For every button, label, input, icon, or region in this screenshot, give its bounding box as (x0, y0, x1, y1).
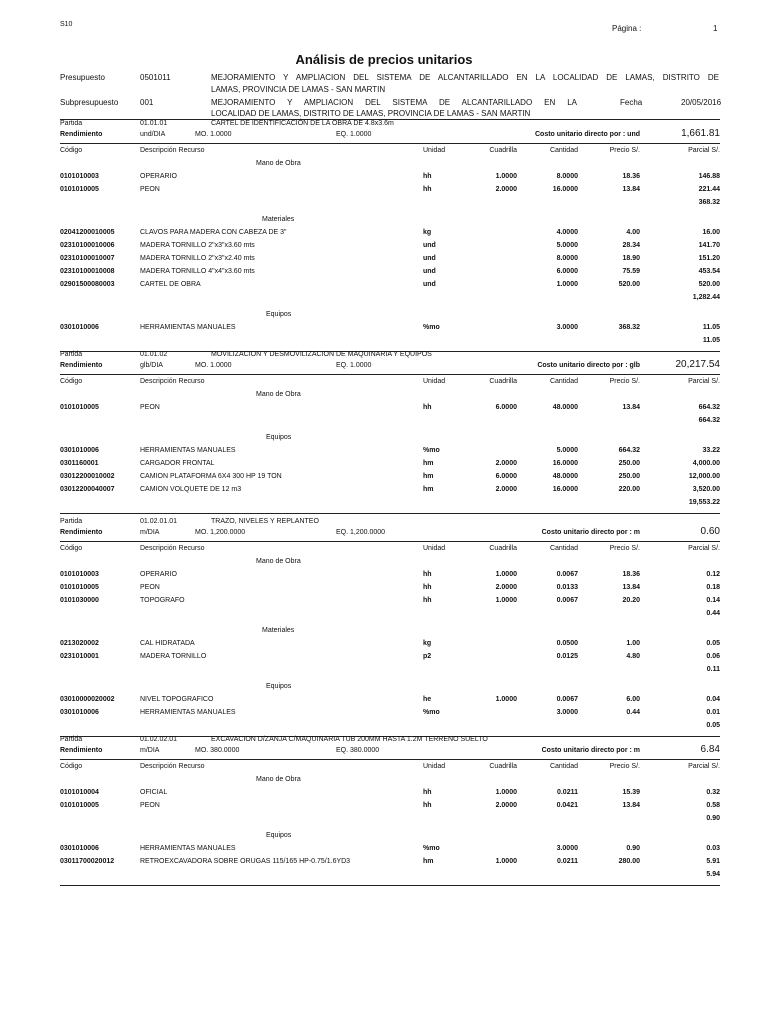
row-unit: kg (423, 229, 432, 236)
partida-label: Partida (60, 351, 83, 358)
row-unit: he (423, 696, 432, 703)
fecha-value: 20/05/2016 (681, 98, 722, 107)
row-cuadrilla: 1.0000 (495, 789, 517, 796)
row-cantidad: 0.0067 (556, 696, 578, 703)
row-parcial: 16.00 (702, 229, 720, 236)
presupuesto-code: 0501011 (140, 73, 171, 82)
subpresupuesto-code: 001 (140, 98, 154, 107)
row-cantidad: 0.0125 (556, 653, 578, 660)
row-cuadrilla: 6.0000 (495, 404, 517, 411)
row-cuadrilla: 1.0000 (495, 571, 517, 578)
row-parcial: 221.44 (698, 186, 720, 193)
row-cantidad: 1.0000 (556, 281, 578, 288)
group-subtotal: 368.32 (698, 199, 720, 206)
row-precio: 13.84 (622, 584, 640, 591)
group-subtotal: 0.11 (706, 666, 720, 673)
row-code: 02041200010005 (60, 229, 115, 236)
row-precio: 4.00 (626, 229, 640, 236)
row-precio: 28.34 (622, 242, 640, 249)
row-cantidad: 0.0133 (556, 584, 578, 591)
col-header-descripcion: Descripción Recurso (140, 147, 205, 154)
costo-label: Costo unitario directo por : glb (537, 362, 640, 369)
row-precio: 13.84 (622, 404, 640, 411)
row-desc: PEON (140, 584, 160, 591)
row-code: 0101010003 (60, 571, 99, 578)
row-code: 0101010005 (60, 404, 99, 411)
partida-desc: TRAZO, NIVELES Y REPLANTEO (211, 518, 319, 525)
group-title: Mano de Obra (256, 776, 301, 783)
col-header-precio: Precio S/. (609, 545, 640, 552)
rendimiento-label: Rendimiento (60, 529, 103, 536)
row-cantidad: 16.0000 (552, 186, 578, 193)
row-cuadrilla: 1.0000 (495, 696, 517, 703)
partida-code: 01.01.01 (140, 120, 168, 127)
col-header-unidad: Unidad (423, 147, 446, 154)
row-unit: %mo (423, 324, 440, 331)
mo-value: MO. 1.0000 (195, 131, 232, 138)
col-header-descripcion: Descripción Recurso (140, 763, 205, 770)
group-title: Mano de Obra (256, 558, 301, 565)
row-precio: 0.44 (626, 709, 640, 716)
row-parcial: 664.32 (698, 404, 720, 411)
row-precio: 664.32 (618, 447, 640, 454)
col-header-cantidad: Cantidad (549, 763, 578, 770)
row-cantidad: 8.0000 (556, 173, 578, 180)
partida-divider (60, 759, 720, 760)
row-code: 0213020002 (60, 640, 99, 647)
col-header-descripcion: Descripción Recurso (140, 378, 205, 385)
row-cantidad: 48.0000 (552, 404, 578, 411)
row-cuadrilla: 1.0000 (495, 597, 517, 604)
row-desc: CAMION PLATAFORMA 6X4 300 HP 19 TON (140, 473, 282, 480)
section-end-divider (60, 885, 720, 886)
row-unit: hm (423, 858, 434, 865)
group-title: Equipos (266, 434, 292, 441)
row-unit: hm (423, 460, 434, 467)
row-precio: 280.00 (618, 858, 640, 865)
row-code: 02310100010007 (60, 255, 115, 262)
partida-divider (60, 541, 720, 542)
col-header-unidad: Unidad (423, 763, 446, 770)
row-cantidad: 5.0000 (556, 447, 578, 454)
row-desc: PEON (140, 186, 160, 193)
row-parcial: 146.88 (698, 173, 720, 180)
rendimiento-unit: und/DIA (140, 131, 166, 138)
row-unit: und (423, 281, 436, 288)
page-label: Página : (612, 24, 642, 33)
col-header-unidad: Unidad (423, 378, 446, 385)
row-desc: HERRAMIENTAS MANUALES (140, 845, 236, 852)
row-parcial: 11.05 (702, 324, 720, 331)
row-unit: kg (423, 640, 432, 647)
group-subtotal: 0.90 (706, 815, 720, 822)
costo-value: 0.60 (700, 526, 720, 537)
col-header-unidad: Unidad (423, 545, 446, 552)
row-cantidad: 6.0000 (556, 268, 578, 275)
subpresupuesto-desc-2: LOCALIDAD DE LAMAS, DISTRITO DE LAMAS, PROVINCIA DE LAMAS - SAN MARTIN (211, 109, 531, 118)
row-desc: CAL HIDRATADA (140, 640, 195, 647)
partida-divider (60, 143, 720, 144)
row-code: 0301160001 (60, 460, 99, 467)
row-desc: NIVEL TOPOGRAFICO (140, 696, 214, 703)
row-code: 03010000020002 (60, 696, 115, 703)
row-parcial: 0.12 (706, 571, 720, 578)
col-header-cuadrilla: Cuadrilla (489, 763, 517, 770)
row-parcial: 141.70 (698, 242, 720, 249)
row-code: 0101010005 (60, 186, 99, 193)
row-parcial: 4,000.00 (692, 460, 720, 467)
row-desc: RETROEXCAVADORA SOBRE ORUGAS 115/165 HP-0.75/1.6YD3 (140, 858, 351, 865)
row-desc: CLAVOS PARA MADERA CON CABEZA DE 3" (140, 229, 287, 236)
col-header-codigo: Código (60, 545, 83, 552)
col-header-cantidad: Cantidad (549, 378, 578, 385)
row-parcial: 0.32 (706, 789, 720, 796)
row-desc: PEON (140, 404, 160, 411)
presupuesto-desc-1: MEJORAMIENTO Y AMPLIACION DEL SISTEMA DE ALCANTARILLADO EN LA LOCALIDAD DE LAMAS, DISTRITO DE (211, 73, 719, 82)
row-cantidad: 4.0000 (556, 229, 578, 236)
row-code: 0101010003 (60, 173, 99, 180)
row-parcial: 0.04 (706, 696, 720, 703)
rendimiento-unit: glb/DIA (140, 362, 163, 369)
section-end-divider (60, 513, 720, 514)
eq-value: EQ. 380.0000 (336, 747, 380, 754)
eq-value: EQ. 1.0000 (336, 131, 372, 138)
row-cuadrilla: 2.0000 (495, 584, 517, 591)
page-number: 1 (713, 24, 718, 33)
partida-divider (60, 374, 720, 375)
group-subtotal: 1,282.44 (692, 294, 720, 301)
row-parcial: 151.20 (698, 255, 720, 262)
row-precio: 520.00 (618, 281, 640, 288)
row-unit: und (423, 268, 436, 275)
rendimiento-label: Rendimiento (60, 362, 103, 369)
costo-value: 1,661.81 (681, 128, 720, 139)
group-subtotal: 11.05 (702, 337, 720, 344)
row-unit: p2 (423, 653, 432, 660)
page-title: Análisis de precios unitarios (295, 52, 473, 67)
row-parcial: 12,000.00 (688, 473, 720, 480)
row-parcial: 33.22 (702, 447, 720, 454)
row-unit: hh (423, 571, 432, 578)
row-code: 0101010004 (60, 789, 99, 796)
col-header-cantidad: Cantidad (549, 545, 578, 552)
row-cuadrilla: 2.0000 (495, 186, 517, 193)
group-title: Materiales (262, 627, 295, 634)
presupuesto-desc-2: LAMAS, PROVINCIA DE LAMAS - SAN MARTIN (211, 85, 386, 94)
row-cantidad: 16.0000 (552, 486, 578, 493)
col-header-parcial: Parcial S/. (688, 378, 720, 385)
row-desc: MADERA TORNILLO 2"x3"x2.40 mts (140, 255, 255, 262)
row-precio: 0.90 (626, 845, 640, 852)
group-title: Equipos (266, 311, 292, 318)
row-parcial: 5.91 (706, 858, 720, 865)
row-precio: 250.00 (618, 473, 640, 480)
group-title: Materiales (262, 216, 295, 223)
col-header-codigo: Código (60, 378, 83, 385)
row-parcial: 0.05 (706, 640, 720, 647)
row-code: 0301010006 (60, 324, 99, 331)
row-desc: CARTEL DE OBRA (140, 281, 201, 288)
row-cantidad: 16.0000 (552, 460, 578, 467)
row-precio: 13.84 (622, 802, 640, 809)
partida-desc: EXCAVACION D/ZANJA C/MAQUINARIA TUB 200MM HASTA 1.2M TERRENO SUELTO (211, 736, 488, 743)
rendimiento-label: Rendimiento (60, 131, 103, 138)
row-cuadrilla: 6.0000 (495, 473, 517, 480)
row-desc: HERRAMIENTAS MANUALES (140, 324, 236, 331)
eq-value: EQ. 1,200.0000 (336, 529, 386, 536)
row-unit: hh (423, 584, 432, 591)
col-header-cuadrilla: Cuadrilla (489, 545, 517, 552)
row-desc: CAMION VOLQUETE DE 12 m3 (140, 486, 242, 493)
row-precio: 13.84 (622, 186, 640, 193)
col-header-cuadrilla: Cuadrilla (489, 147, 517, 154)
row-unit: %mo (423, 845, 440, 852)
row-precio: 20.20 (622, 597, 640, 604)
group-title: Equipos (266, 832, 292, 839)
rendimiento-unit: m/DIA (140, 747, 160, 754)
row-precio: 250.00 (618, 460, 640, 467)
group-title: Equipos (266, 683, 292, 690)
row-cantidad: 0.0500 (556, 640, 578, 647)
col-header-codigo: Código (60, 763, 83, 770)
software-tag: S10 (60, 21, 73, 28)
group-subtotal: 5.94 (706, 871, 720, 878)
row-code: 03012200040007 (60, 486, 115, 493)
row-code: 03012200010002 (60, 473, 115, 480)
row-unit: hh (423, 789, 432, 796)
costo-value: 20,217.54 (675, 359, 720, 370)
row-cuadrilla: 2.0000 (495, 486, 517, 493)
eq-value: EQ. 1.0000 (336, 362, 372, 369)
partida-desc: MOVILIZACION Y DESMOVILIZACION DE MAQUINARIA Y EQUIPOS (211, 351, 432, 358)
costo-value: 6.84 (700, 744, 720, 755)
row-cuadrilla: 2.0000 (495, 802, 517, 809)
row-cantidad: 0.0067 (556, 597, 578, 604)
row-unit: und (423, 242, 436, 249)
row-code: 03011700020012 (60, 858, 115, 865)
costo-label: Costo unitario directo por : m (541, 747, 640, 754)
row-precio: 18.90 (622, 255, 640, 262)
row-desc: OPERARIO (140, 571, 177, 578)
row-precio: 18.36 (622, 571, 640, 578)
group-title: Mano de Obra (256, 160, 301, 167)
rendimiento-label: Rendimiento (60, 747, 103, 754)
row-parcial: 520.00 (698, 281, 720, 288)
group-subtotal: 19,553.22 (688, 499, 720, 506)
row-code: 0101030000 (60, 597, 99, 604)
row-precio: 220.00 (618, 486, 640, 493)
row-desc: HERRAMIENTAS MANUALES (140, 709, 236, 716)
group-title: Mano de Obra (256, 391, 301, 398)
row-code: 0101010005 (60, 584, 99, 591)
row-desc: PEON (140, 802, 160, 809)
row-unit: hm (423, 473, 434, 480)
row-parcial: 0.58 (706, 802, 720, 809)
partida-label: Partida (60, 736, 83, 743)
row-desc: MADERA TORNILLO (140, 653, 207, 660)
col-header-precio: Precio S/. (609, 147, 640, 154)
row-code: 0231010001 (60, 653, 99, 660)
row-cantidad: 0.0211 (556, 858, 578, 865)
row-desc: TOPOGRAFO (140, 597, 185, 604)
row-parcial: 0.14 (706, 597, 720, 604)
row-code: 0301010006 (60, 845, 99, 852)
row-parcial: 0.03 (706, 845, 720, 852)
row-desc: OFICIAL (140, 789, 168, 796)
subpresupuesto-label: Subpresupuesto (60, 98, 119, 107)
row-cantidad: 0.0211 (556, 789, 578, 796)
row-unit: hh (423, 173, 432, 180)
partida-desc: CARTEL DE IDENTIFICACIÓN DE LA OBRA DE 4.8x3.6m (211, 120, 394, 127)
row-precio: 18.36 (622, 173, 640, 180)
row-desc: MADERA TORNILLO 4"x4"x3.60 mts (140, 268, 255, 275)
row-unit: hh (423, 404, 432, 411)
partida-code: 01.02.02.01 (140, 736, 177, 743)
row-precio: 4.80 (626, 653, 640, 660)
row-code: 0101010005 (60, 802, 99, 809)
col-header-parcial: Parcial S/. (688, 545, 720, 552)
row-desc: CARGADOR FRONTAL (140, 460, 215, 467)
mo-value: MO. 1,200.0000 (195, 529, 246, 536)
row-code: 02310100010006 (60, 242, 115, 249)
row-unit: hh (423, 802, 432, 809)
row-desc: MADERA TORNILLO 2"x3"x3.60 mts (140, 242, 255, 249)
col-header-parcial: Parcial S/. (688, 147, 720, 154)
col-header-cuadrilla: Cuadrilla (489, 378, 517, 385)
row-desc: OPERARIO (140, 173, 177, 180)
row-code: 02901500080003 (60, 281, 115, 288)
row-parcial: 453.54 (698, 268, 720, 275)
partida-code: 01.02.01.01 (140, 518, 177, 525)
partida-label: Partida (60, 518, 83, 525)
row-code: 02310100010008 (60, 268, 115, 275)
row-precio: 1.00 (626, 640, 640, 647)
row-parcial: 0.06 (706, 653, 720, 660)
mo-value: MO. 380.0000 (195, 747, 240, 754)
row-precio: 368.32 (618, 324, 640, 331)
row-precio: 6.00 (626, 696, 640, 703)
row-unit: hh (423, 597, 432, 604)
row-cantidad: 5.0000 (556, 242, 578, 249)
row-unit: hh (423, 186, 432, 193)
col-header-descripcion: Descripción Recurso (140, 545, 205, 552)
row-parcial: 0.18 (706, 584, 720, 591)
rendimiento-unit: m/DIA (140, 529, 160, 536)
group-subtotal: 0.44 (706, 610, 720, 617)
partida-code: 01.01.02 (140, 351, 168, 358)
partida-label: Partida (60, 120, 83, 127)
group-subtotal: 664.32 (698, 417, 720, 424)
col-header-codigo: Código (60, 147, 83, 154)
col-header-cantidad: Cantidad (549, 147, 578, 154)
subpresupuesto-desc-1: MEJORAMIENTO Y AMPLIACION DEL SISTEMA DE ALCANTARILLADO EN LA (211, 98, 577, 107)
row-unit: %mo (423, 709, 440, 716)
row-cantidad: 3.0000 (556, 709, 578, 716)
row-cuadrilla: 1.0000 (495, 858, 517, 865)
col-header-precio: Precio S/. (609, 378, 640, 385)
row-unit: hm (423, 486, 434, 493)
row-cuadrilla: 1.0000 (495, 173, 517, 180)
col-header-precio: Precio S/. (609, 763, 640, 770)
col-header-parcial: Parcial S/. (688, 763, 720, 770)
row-desc: HERRAMIENTAS MANUALES (140, 447, 236, 454)
presupuesto-label: Presupuesto (60, 73, 105, 82)
row-cantidad: 3.0000 (556, 324, 578, 331)
row-cantidad: 3.0000 (556, 845, 578, 852)
row-parcial: 0.01 (706, 709, 720, 716)
row-code: 0301010006 (60, 447, 99, 454)
row-cantidad: 0.0067 (556, 571, 578, 578)
row-unit: und (423, 255, 436, 262)
costo-label: Costo unitario directo por : und (535, 131, 640, 138)
row-parcial: 3,520.00 (692, 486, 720, 493)
row-unit: %mo (423, 447, 440, 454)
row-precio: 15.39 (622, 789, 640, 796)
row-code: 0301010006 (60, 709, 99, 716)
row-precio: 75.59 (622, 268, 640, 275)
group-subtotal: 0.05 (706, 722, 720, 729)
costo-label: Costo unitario directo por : m (541, 529, 640, 536)
row-cantidad: 0.0421 (556, 802, 578, 809)
row-cuadrilla: 2.0000 (495, 460, 517, 467)
row-cantidad: 48.0000 (552, 473, 578, 480)
fecha-label: Fecha (620, 98, 643, 107)
row-cantidad: 8.0000 (556, 255, 578, 262)
mo-value: MO. 1.0000 (195, 362, 232, 369)
